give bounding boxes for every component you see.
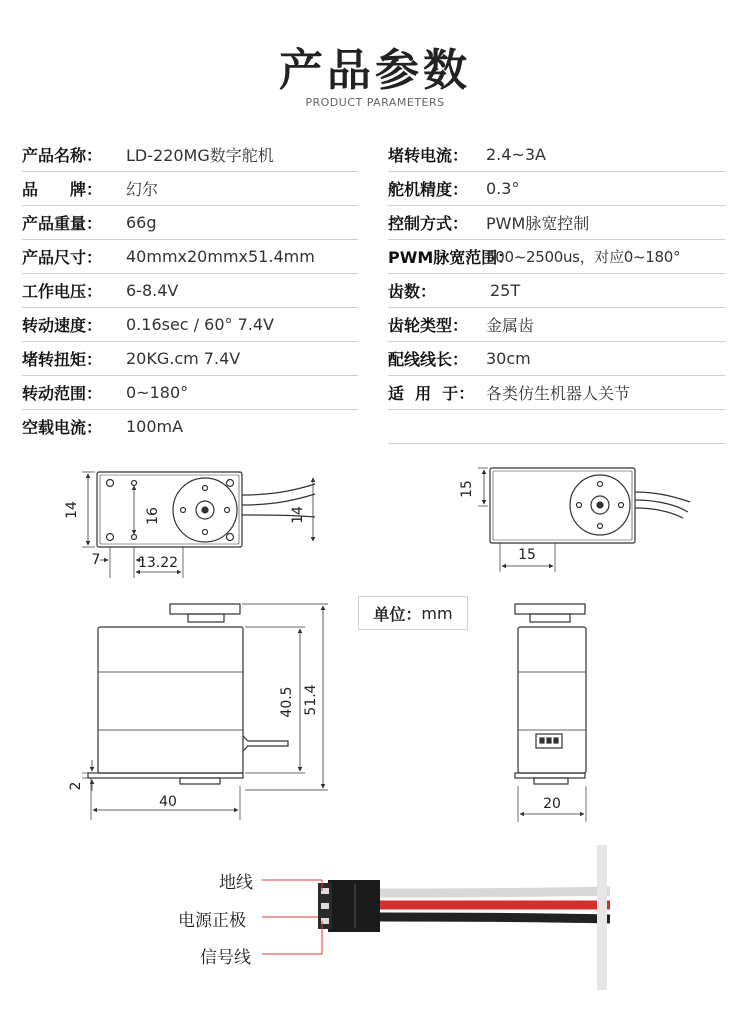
spec-value: 40mmx20mmx51.4mm (126, 247, 315, 266)
spec-label: 堵转电流： (388, 146, 469, 165)
dim-top-horn-offset: 13.22 (137, 555, 179, 571)
wire-label-signal: 信号线 (200, 948, 251, 968)
spec-value: 0.16sec / 60° 7.4V (126, 315, 274, 334)
spec-label: 齿数： (388, 282, 437, 301)
page-subtitle: PRODUCT PARAMETERS (305, 96, 445, 109)
spec-label: 工作电压： (22, 282, 103, 301)
dim-top-offset: 7 (91, 552, 101, 568)
spec-label: 齿轮类型： (388, 316, 469, 335)
spec-value: 30cm (486, 349, 531, 368)
spec-value: 金属齿 (486, 316, 535, 335)
spec-label: PWM脉宽范围： (388, 248, 514, 267)
spec-label: 产品尺寸： (22, 248, 103, 267)
spec-label: 配线线长： (388, 350, 469, 369)
spec-value: 6-8.4V (126, 281, 179, 300)
spec-label: 空载电流： (22, 418, 103, 437)
spec-value: 0~180° (126, 383, 189, 402)
dim-flange-thickness: 2 (68, 781, 84, 791)
dim-top-hole-spacing: 16 (145, 507, 161, 525)
spec-value: LD-220MG数字舵机 (126, 146, 274, 165)
dim-top-right-height: 14 (290, 506, 306, 524)
spec-label: 品 牌： (22, 180, 103, 199)
side-view-drawing (478, 468, 690, 572)
dim-top-height: 14 (64, 501, 80, 519)
dim-body-width: 40 (159, 794, 177, 810)
spec-value: 25T (490, 281, 521, 300)
spec-value: PWM脉宽控制 (486, 214, 590, 233)
dim-end-width: 20 (543, 796, 561, 812)
spec-label: 适 用 于： (388, 384, 475, 403)
wire-label-power: 电源正极 (178, 911, 246, 931)
spec-label: 产品重量： (22, 214, 103, 233)
connector-drawing (262, 845, 610, 990)
spec-value: 100mA (126, 417, 184, 436)
spec-label: 转动速度： (22, 316, 103, 335)
unit-label-text: 单位： (373, 604, 422, 624)
top-view-drawing (82, 472, 315, 578)
page-title: 产品参数 (279, 45, 471, 96)
spec-label: 舵机精度： (388, 180, 469, 199)
end-view-drawing (515, 604, 586, 822)
spec-value: 20KG.cm 7.4V (126, 349, 241, 368)
spec-value: 2.4~3A (486, 145, 546, 164)
dim-body-height: 40.5 (279, 686, 295, 718)
spec-label: 控制方式： (388, 214, 469, 233)
unit-value: mm (421, 603, 453, 623)
spec-value: 各类仿生机器人关节 (486, 384, 631, 403)
dim-total-height: 51.4 (303, 684, 319, 716)
spec-label: 转动范围： (22, 384, 103, 403)
spec-label: 堵转扭矩： (22, 350, 103, 369)
spec-label: 产品名称： (22, 146, 103, 165)
wire-label-ground: 地线 (219, 873, 253, 893)
spec-value: 500~2500us，对应0~180° (486, 248, 681, 266)
spec-value: 幻尔 (126, 180, 159, 199)
unit-label (358, 596, 468, 630)
dim-side-height: 15 (459, 480, 475, 498)
dim-side-width: 15 (518, 547, 536, 563)
spec-value: 0.3° (486, 179, 520, 198)
spec-value: 66g (126, 213, 157, 232)
